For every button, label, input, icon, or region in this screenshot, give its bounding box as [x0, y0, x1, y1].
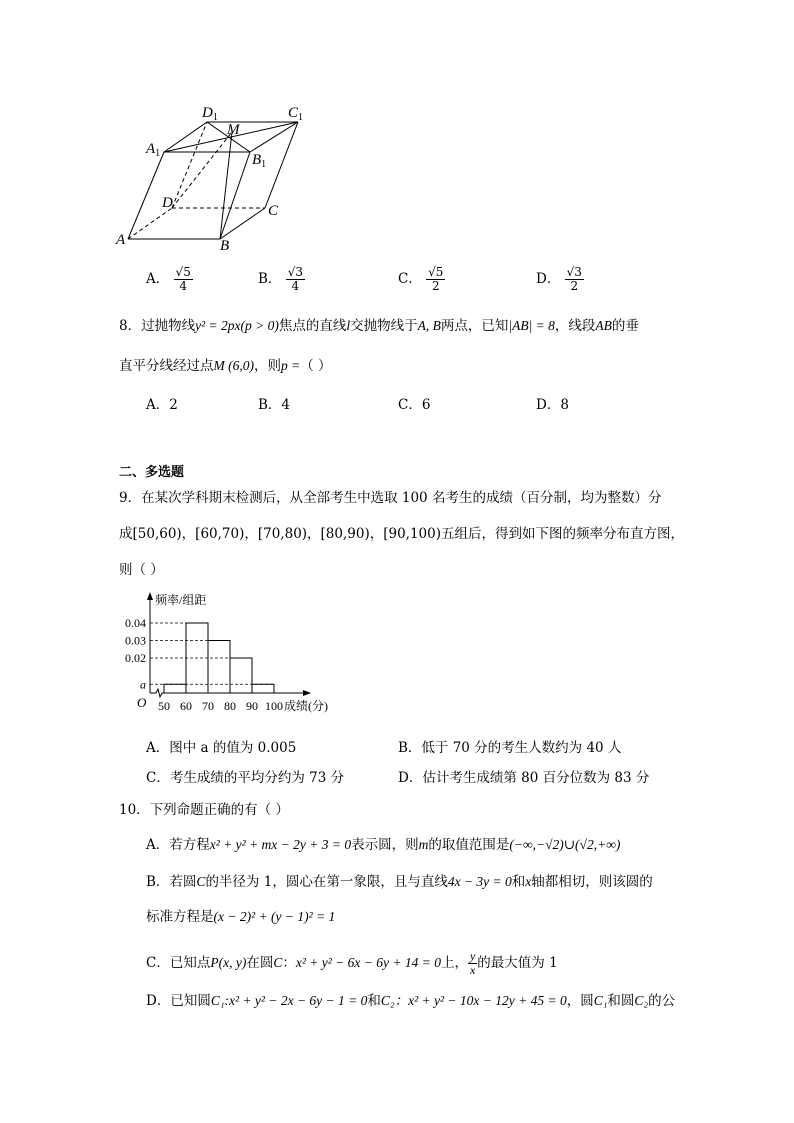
label-a1: $A_1$ — [146, 141, 161, 159]
x-axis-break — [156, 689, 162, 697]
q9-option-d[interactable]: D．估计考生成绩第 80 百分位数为 83 分 — [398, 770, 650, 786]
option-letter: B． — [258, 271, 282, 287]
q8-stem-line-2: 直平分线经过点M (6,0)，则p =（ ） — [119, 358, 332, 374]
q9-option-a[interactable]: A．图中 a 的值为 0.005 — [146, 740, 297, 756]
q8-option-a[interactable]: A．2 — [146, 397, 178, 413]
x-tick-label-70: 70 — [202, 699, 214, 713]
edge-b1-c1 — [250, 122, 298, 152]
q9-stem-line-1: 9．在某次学科期末检测后，从全部考生中选取 100 名考生的成绩（百分制，均为整数）分 — [119, 490, 662, 506]
label-d1: $D_1$ — [202, 105, 218, 123]
x-axis-arrow — [303, 690, 311, 696]
x-tick-label-60: 60 — [180, 699, 192, 713]
parallelepiped-figure — [110, 98, 320, 258]
x-tick-label-80: 80 — [224, 699, 236, 713]
q10-option-b-line-1[interactable]: B．若圆C的半径为 1，圆心在第一象限，且与直线4x − 3y = 0和x轴都相切，则该圆的 — [146, 874, 653, 890]
frequency-histogram — [118, 588, 358, 722]
q10-option-a[interactable]: A．若方程x² + y² + mx − 2y + 3 = 0表示圆，则m的取值范围是(−∞,−√2)∪(√2,+∞) — [146, 837, 621, 853]
x-tick-label-50: 50 — [158, 699, 170, 713]
label-a: A — [116, 232, 126, 248]
q7-option-b[interactable] — [258, 266, 305, 293]
q9-option-b[interactable]: B．低于 70 分的考生人数约为 40 人 — [398, 740, 622, 756]
y-tick-label-0.03: 0.03 — [125, 633, 146, 648]
label-c: C — [268, 203, 279, 219]
edge-b-c — [220, 208, 265, 239]
x-tick-label-90: 90 — [246, 699, 258, 713]
label-d: D — [162, 195, 173, 211]
section-title: 二、多选题 — [119, 465, 185, 480]
y-tick-label-0.04: 0.04 — [125, 616, 146, 630]
label-b1: $B_1$ — [252, 152, 267, 170]
origin-label: O — [137, 695, 147, 710]
option-letter: C． — [398, 271, 422, 287]
q10-option-d[interactable]: D．已知圆C₁:x² + y² − 2x − 6y − 1 = 0和C₂：x² + y² − 10x − 12y + 45 = 0，圆C₁和圆C₂的公 — [146, 993, 676, 1009]
y-tick-label-0.02: 0.02 — [125, 651, 146, 665]
q10-stem: 10．下列命题正确的有（ ） — [119, 802, 289, 818]
option-fraction: $\frac{√3}{2}$ — [566, 265, 582, 293]
x-tick-label-100: 100 — [265, 699, 283, 713]
label-m: M — [227, 122, 240, 138]
histogram-bar-[50,60) — [164, 684, 186, 693]
y-axis-arrow — [147, 592, 153, 600]
q9-option-c[interactable]: C．考生成绩的平均分约为 73 分 — [146, 770, 345, 786]
q8-stem-line-1: 8．过抛物线y² = 2px(p > 0)焦点的直线l交抛物线于A, B两点，已知|AB| = 8，线段AB的垂 — [119, 318, 639, 334]
q9-stem-line-2: 成[50,60)，[60,70)，[70,80)，[80,90)，[90,100)五组后，得到如下图的频率分布直方图， — [119, 526, 684, 542]
histogram-bar-[80,90) — [230, 658, 252, 693]
q10-option-c[interactable]: C．已知点P(x, y)在圆C：x² + y² − 6x − 6y + 14 = 0上， $\frac{y}{x}$ 的最大值为 1 — [146, 949, 558, 977]
q9-stem-line-3: 则（ ） — [119, 562, 164, 578]
q7-option-d[interactable] — [536, 266, 584, 293]
y-tick-label-a: a — [140, 677, 146, 692]
q10-option-b-line-2[interactable]: 标准方程是(x − 2)² + (y − 1)² = 1 — [146, 909, 336, 925]
option-fraction: $\frac{√5}{2}$ — [428, 265, 444, 293]
y-axis-title: 频率/组距 — [155, 593, 207, 607]
hidden-edge-d-d1 — [172, 122, 207, 208]
option-fraction: $\frac{√5}{4}$ — [175, 265, 191, 293]
q7-option-c[interactable] — [398, 266, 445, 293]
option-letter: D． — [536, 271, 561, 287]
q7-option-a[interactable] — [146, 266, 193, 293]
edge-c-c1 — [265, 122, 298, 208]
option-fraction: $\frac{√3}{4}$ — [287, 265, 303, 293]
q8-option-d[interactable]: D．8 — [536, 397, 569, 413]
label-b: B — [220, 238, 230, 254]
histogram-bar-[70,80) — [208, 641, 230, 694]
x-axis-title: 成绩(分) — [284, 699, 328, 713]
label-c1: $C_1$ — [288, 105, 304, 123]
q8-option-b[interactable]: B．4 — [258, 397, 291, 413]
option-letter: A． — [146, 271, 170, 287]
histogram-bar-[90,100) — [252, 684, 274, 693]
q8-option-c[interactable]: C．6 — [398, 397, 431, 413]
fraction-y-over-x: $\frac{y}{x}$ — [469, 949, 476, 977]
